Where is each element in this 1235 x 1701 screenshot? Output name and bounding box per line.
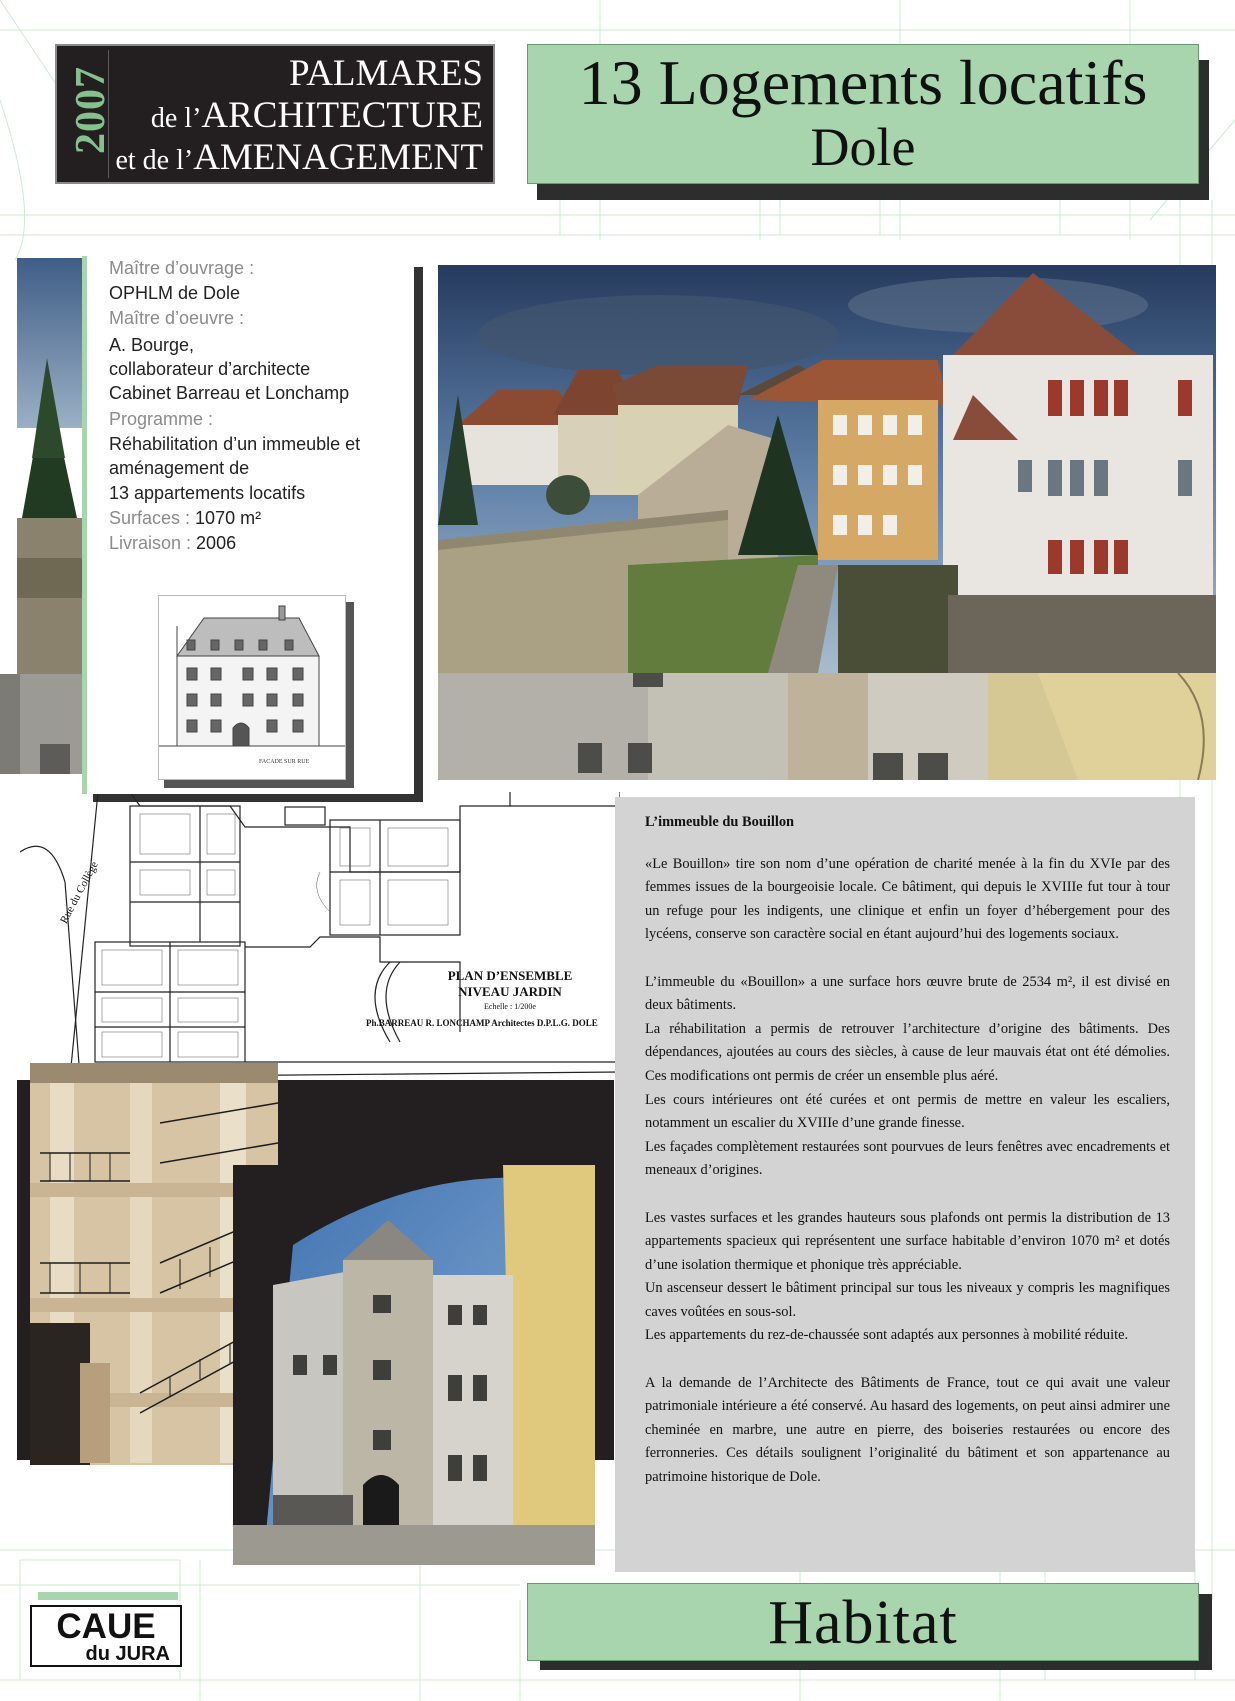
program-value-2: aménagement de: [109, 458, 250, 478]
plan-street-label: Rue du Collège: [58, 859, 101, 926]
photo-panorama: [438, 265, 1216, 673]
category-label: Habitat: [768, 1589, 958, 1657]
facade-caption: FACADE SUR RUE: [259, 759, 310, 765]
owner-value: OPHLM de Dole: [109, 283, 241, 303]
plan-title-line-2: NIVEAU JARDIN: [458, 984, 562, 999]
year-strip: [61, 50, 114, 178]
award-line-2-prefix: de l’: [150, 103, 202, 134]
caue-logo-line-2: du JURA: [85, 1643, 170, 1665]
plan-scale: Echelle : 1/200e: [484, 1002, 536, 1011]
award-line-3-main: AMENAGEMENT: [193, 137, 483, 178]
title-banner: [527, 44, 1199, 184]
award-line-3: [115, 136, 483, 179]
award-line-3-prefix: et de l’: [115, 145, 194, 176]
owner-label: Maître d’ouvrage :: [109, 258, 255, 278]
article-panel: [615, 797, 1195, 1572]
caue-logo-line-1: CAUE: [56, 1607, 156, 1646]
logo-accent-bar: [38, 1592, 178, 1600]
architect-value-1: A. Bourge,: [109, 335, 195, 355]
surface-value: 1070 m²: [195, 508, 262, 528]
page-subtitle: Dole: [810, 117, 916, 177]
article-paragraph-4: Les cours intérieures ont été curées et ont permis de mettre en valeur les escaliers, notamment un escalier du XVIIIe d’une grande finesse.: [645, 1091, 1170, 1132]
award-line-2-main: ARCHITECTURE: [201, 95, 483, 136]
surface-row: [109, 508, 261, 529]
article-paragraph-9: A la demande de l’Architecte des Bâtiments de France, tout ce qui avait une valeur patrimoniale intérieure a été conservé. Au hasard des logements, on peut ainsi admirer une cheminée en marbre, une autre en pierre, des boiseries restaurées ou encore des ferronneries. Ces détails soulignent l’originalité du bâtiment et son appartenance au patrimoine historique de Dole.: [645, 1374, 1170, 1486]
surface-label: Surfaces :: [109, 508, 196, 528]
photo-tower-courtyard: [233, 1165, 595, 1565]
delivery-value: 2006: [196, 533, 237, 553]
architect-value-2: collaborateur d’architecte: [109, 359, 311, 379]
article-paragraph-2: L’immeuble du «Bouillon» a une surface hors œuvre brute de 2534 m², il est divisé en deux bâtiments.: [645, 973, 1170, 1014]
photo-courtyard-strip: [438, 673, 1216, 780]
program-label: Programme :: [109, 409, 214, 429]
architect-value-3: Cabinet Barreau et Lonchamp: [109, 383, 350, 403]
delivery-row: [109, 533, 236, 554]
program-value-3: 13 appartements locatifs: [109, 483, 306, 503]
plan-title: [425, 968, 595, 1000]
plan-title-line-1: PLAN D’ENSEMBLE: [447, 968, 573, 983]
caue-logo: [30, 1605, 182, 1667]
article-paragraph-7: Un ascenseur dessert le bâtiment principal sur tous les niveaux y compris les magnifiques caves voûtées en sous-sol.: [645, 1280, 1170, 1320]
article-paragraph-1: «Le Bouillon» tire son nom d’une opération de charité menée à la fin du XVIe par des femmes issues de la bourgeoisie locale. Ce bâtiment, qui depuis le XVIIIe fut tour à tour un refuge pour les indigents, une clinique et enfin un foyer d’hébergement pour des lycéens, conserve son caractère social en étant aujourd’hui des logements sociaux.: [645, 855, 1170, 943]
award-banner: [55, 44, 495, 184]
award-line-1: PALMARES: [289, 53, 483, 94]
page-title: 13 Logements locatifs: [578, 47, 1148, 118]
program-value-1: Réhabilitation d’un immeuble et: [109, 434, 361, 454]
award-year: 2007: [68, 66, 114, 154]
architect-label: Maître d’oeuvre :: [109, 308, 245, 328]
article-paragraph-8: Les appartements du rez-de-chaussée sont adaptés aux personnes à mobilité réduite.: [645, 1327, 1129, 1344]
article-paragraph-5: Les façades complètement restaurées sont pourvues de leurs fenêtres avec encadrements et meneaux d’origines.: [645, 1138, 1170, 1179]
article-paragraph-3: La réhabilitation a permis de retrouver l’architecture d’origine des bâtiments. Des dépendances, ajoutées au cours des siècles, à cause de leur mauvais état ont été démolies. Ces modifications ont permis de créer un ensemble plus aéré.: [645, 1020, 1170, 1084]
plan-credit: Ph.BARREAU R. LONCHAMP Architectes D.P.L.G. DOLE: [366, 1018, 598, 1028]
article-paragraph-6: Les vastes surfaces et les grandes hauteurs sous plafonds ont permis la distribution de 13 appartements spacieux qui représentent une surface habitable d’environ 1070 m² et dotés d’une isolation thermique et phonique très appréciable.: [645, 1209, 1170, 1273]
site-plan-drawing: [20, 792, 620, 1077]
category-banner: [527, 1583, 1199, 1661]
facade-drawing: [158, 595, 346, 780]
award-line-2: [151, 94, 483, 137]
article-heading: L’immeuble du Bouillon: [645, 814, 795, 830]
delivery-label: Livraison :: [109, 533, 197, 553]
